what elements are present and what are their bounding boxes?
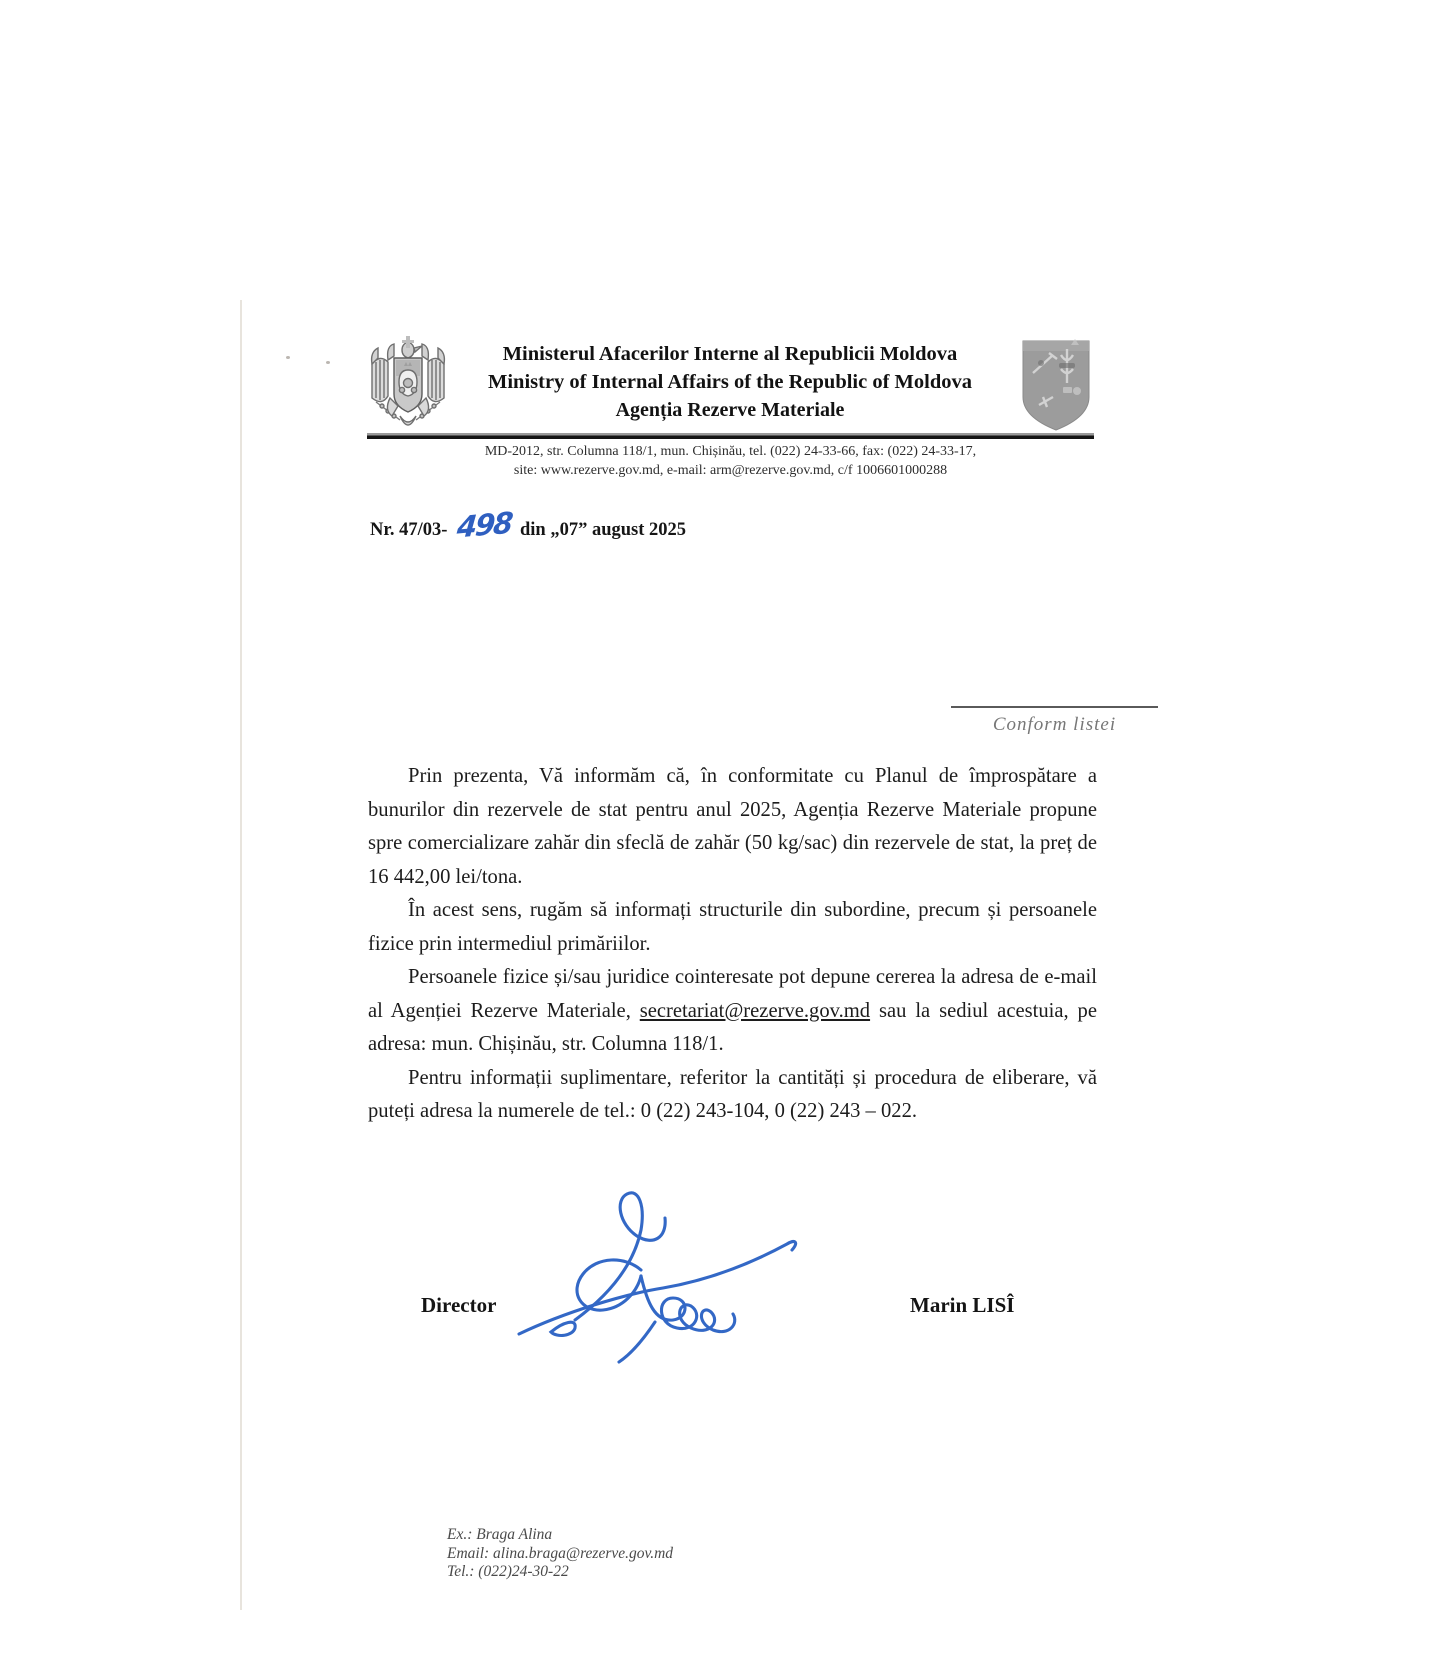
letterhead-divider xyxy=(367,433,1094,439)
executor-block xyxy=(447,1526,673,1582)
ministry-name-ro: Ministerul Afacerilor Interne al Republicii Moldova xyxy=(502,343,958,365)
handwritten-signature xyxy=(505,1172,815,1367)
agency-contact-line: site: www.rezerve.gov.md, e-mail: arm@rezerve.gov.md, c/f 1006601000288 xyxy=(513,463,948,478)
letter-body xyxy=(368,760,1097,1129)
body-paragraph-3-text: Persoanele fizice și/sau juridice cointeresate pot depune cererea la adresa de e-mail al Agenției Rezerve Materiale, xyxy=(368,966,1097,1022)
body-paragraph-3-text-after: sau la sediul acestuia, pe adresa: mun. Chișinău, str. Columna 118/1. xyxy=(368,999,1097,1055)
addressee-note: Conform listei xyxy=(992,714,1117,735)
scan-speck xyxy=(326,361,330,364)
handwritten-outgoing-number: 498 xyxy=(456,505,514,545)
moldova-coat-of-arms-icon xyxy=(366,336,450,434)
ministry-shield-emblem-icon xyxy=(1019,339,1093,432)
scan-speck xyxy=(286,356,290,359)
executor-email: Email: alina.braga@rezerve.gov.md xyxy=(447,1544,674,1562)
body-paragraph-4: Pentru informații suplimentare, referitor la cantități și procedura de eliberare, vă puteți adresa la numerele de tel.: 0 (22) 243-104, 0 (22) 243 – 022. xyxy=(368,1066,1097,1122)
signer-title: Director xyxy=(421,1293,497,1317)
body-paragraph-1: Prin prezenta, Vă informăm că, în conformitate cu Planul de împrospătare a bunurilor din rezervele de stat pentru anul 2025, Agenția Rezerve Materiale propune spre comercializare zahăr din sfeclă de zahăr (50 kg/sac) din rezervele de stat, la preț de 16 442,00 lei/tona. xyxy=(368,765,1097,888)
reference-number-line xyxy=(370,505,687,545)
executor-name: Ex.: Braga Alina xyxy=(447,1526,553,1543)
signer-name: Marin LISÎ xyxy=(910,1293,1015,1317)
addressee-underline xyxy=(951,706,1158,708)
agency-address-line: MD-2012, str. Columna 118/1, mun. Chișinău, tel. (022) 24-33-66, fax: (022) 24-33-17, xyxy=(484,444,977,459)
reference-date: din „07” august 2025 xyxy=(519,520,687,540)
executor-phone: Tel.: (022)24-30-22 xyxy=(447,1563,569,1580)
agency-name: Agenția Rezerve Materiale xyxy=(615,399,845,421)
body-paragraph-2: În acest sens, rugăm să informați structurile din subordine, precum și persoanele fizice prin intermediul primăriilor. xyxy=(368,899,1097,955)
scan-page-edge xyxy=(240,300,242,1610)
body-paragraph-3 xyxy=(368,961,1097,1062)
contact-email: secretariat@rezerve.gov.md xyxy=(639,999,871,1022)
ministry-name-en: Ministry of Internal Affairs of the Republic of Moldova xyxy=(488,371,972,393)
reference-number-prefix: Nr. 47/03- xyxy=(370,520,448,540)
letterhead xyxy=(450,341,1010,424)
